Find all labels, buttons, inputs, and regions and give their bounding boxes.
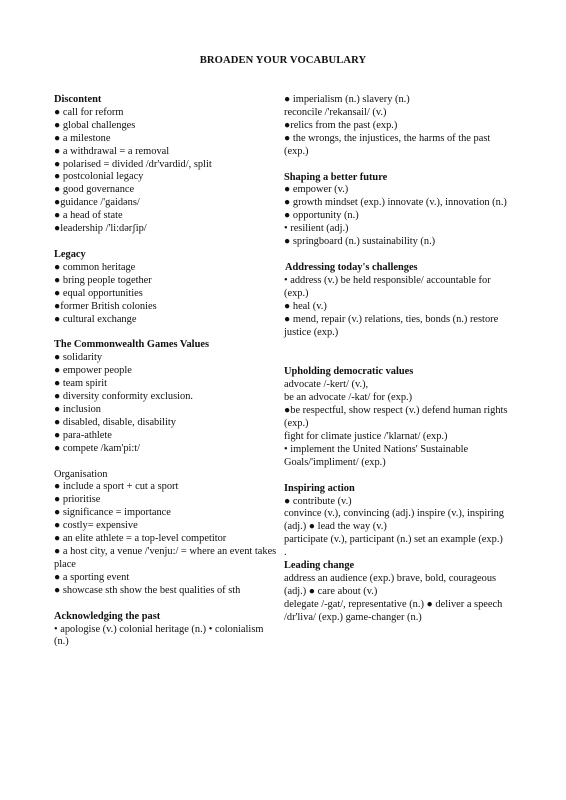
vocab-entry: ●guidance /'gaidəns/ — [54, 197, 140, 209]
vocab-entry: be an advocate /-kat/ for (exp.) — [284, 392, 413, 404]
vocab-entry: ● para-athlete — [54, 429, 112, 441]
section-heading: Upholding democratic values — [284, 366, 414, 378]
vocab-entry: ● imperialism (n.) slavery (n.) — [284, 94, 410, 105]
vocab-entry: ● diversity conformity exclusion. — [54, 391, 194, 403]
vocab-entry: ● a head of state — [54, 210, 123, 222]
section-discontent — [54, 94, 278, 236]
vocab-entry: ● a milestone — [54, 132, 111, 144]
vocab-entry: ● bring people together — [54, 274, 152, 286]
vocab-entry: ● cultural exchange — [54, 313, 137, 325]
section-heading: Shaping a better future — [284, 171, 388, 183]
vocab-entry: ● compete /kam'pi:t/ — [54, 442, 141, 454]
vocab-entry: • address (v.) be held responsible/ accountable for (exp.) — [284, 274, 491, 299]
vocab-entry: ● include a sport + cut a sport — [54, 481, 179, 493]
section-acknowledging — [54, 611, 278, 650]
vocab-entry: ● solidarity — [54, 352, 103, 364]
vocab-entry: ● contribute (v.) — [284, 495, 352, 507]
vocab-entry: ● a sporting event — [54, 571, 130, 583]
left-column — [54, 94, 278, 649]
vocab-entry: • resilient (adj.) — [284, 223, 349, 235]
vocab-entry: ● the wrongs, the injustices, the harms of the past (exp.) — [284, 132, 491, 157]
vocab-entry: ● empower (v.) — [284, 184, 349, 196]
vocab-entry: ● springboard (n.) sustainability (n.) — [284, 236, 436, 248]
vocab-entry: delegate /-gat/, representative (n.) ● deliver a speech /dr'liva/ (exp.) game-changer (n.) — [284, 598, 503, 623]
right-column — [284, 94, 516, 625]
vocab-entry: convince (v.), convincing (adj.) inspire (v.), inspiring (adj.) ● lead the way (v.) — [284, 508, 504, 533]
vocab-entry: • apologise (v.) colonial heritage (n.) • colonialism (n.) — [54, 623, 264, 648]
section-leading — [284, 560, 516, 625]
vocab-entry: participate (v.), participant (n.) set an example (exp.) — [284, 534, 503, 546]
vocab-entry: ● prioritise — [54, 494, 101, 506]
vocab-entry: ● disabled, disable, disability — [54, 416, 176, 428]
vocab-entry: ● growth mindset (exp.) innovate (v.), innovation (n.) — [284, 197, 507, 209]
section-heading: Acknowledging the past — [54, 610, 161, 622]
vocab-entry: ● global challenges — [54, 119, 136, 131]
section-heading: Discontent — [54, 94, 102, 105]
vocab-entry: ● inclusion — [54, 403, 101, 415]
section-heading: Addressing today's challenges — [285, 261, 418, 273]
section-heading: Leading change — [284, 560, 355, 572]
vocab-entry: reconcile /'rekansail/ (v.) — [284, 106, 387, 118]
section-games-values — [54, 339, 278, 455]
vocab-entry: ●relics from the past (exp.) — [284, 119, 398, 131]
vocab-entry: ● mend, repair (v.) relations, ties, bonds (n.) restore justice (exp.) — [284, 313, 499, 338]
vocab-entry: ●be respectful, show respect (v.) defend human rights (exp.) — [284, 405, 508, 430]
vocab-entry: ● costly= expensive — [54, 520, 138, 532]
vocab-entry: ● a withdrawal = a removal — [54, 145, 170, 157]
vocab-entry: ● common heritage — [54, 261, 136, 273]
vocab-entry: ● empower people — [54, 365, 132, 377]
section-heading: Legacy — [54, 248, 86, 260]
section-intro — [284, 94, 516, 159]
section-organisation — [54, 469, 278, 598]
page-title: BROADEN YOUR VOCABULARY — [199, 55, 367, 66]
section-heading: Organisation — [54, 468, 108, 480]
vocab-entry: ● opportunity (n.) — [284, 210, 359, 222]
section-heading: Inspiring action — [284, 482, 355, 494]
vocab-entry: advocate /-kert/ (v.), — [284, 379, 369, 391]
section-addressing — [284, 262, 516, 339]
vocab-entry: ● significance = importance — [54, 507, 171, 519]
vocab-entry: address an audience (exp.) brave, bold, courageous (adj.) ● care about (v.) — [284, 573, 497, 597]
section-heading: The Commonwealth Games Values — [54, 339, 210, 351]
vocab-entry: ●leadership /'li:dərʃip/ — [54, 223, 147, 235]
vocab-entry: . — [284, 547, 287, 559]
vocab-entry: ● call for reform — [54, 106, 124, 118]
vocab-entry: ● an elite athlete = a top-level competitor — [54, 533, 227, 545]
vocab-entry: ● equal opportunities — [54, 287, 143, 299]
vocab-entry: ● heal (v.) — [284, 300, 327, 312]
vocab-entry: ● polarised = divided /dr'vardid/, split — [54, 158, 212, 170]
vocab-entry: ● showcase sth show the best qualities of sth — [54, 584, 241, 596]
vocab-entry: ● a host city, a venue /'venju:/ = where an event takes place — [54, 546, 277, 570]
vocab-entry: • implement the United Nations' Sustainable Goals/'impliment/ (exp.) — [284, 443, 469, 468]
section-shaping — [284, 172, 516, 249]
vocab-entry: ● team spirit — [54, 378, 108, 390]
section-inspiring — [284, 483, 516, 560]
vocab-entry: ●former British colonies — [54, 300, 157, 312]
vocab-entry: ● good governance — [54, 184, 135, 196]
vocab-entry: ● postcolonial legacy — [54, 171, 144, 183]
section-upholding — [284, 366, 516, 469]
vocab-entry: fight for climate justice /'klarnat/ (exp.) — [284, 430, 448, 442]
section-legacy — [54, 249, 278, 326]
